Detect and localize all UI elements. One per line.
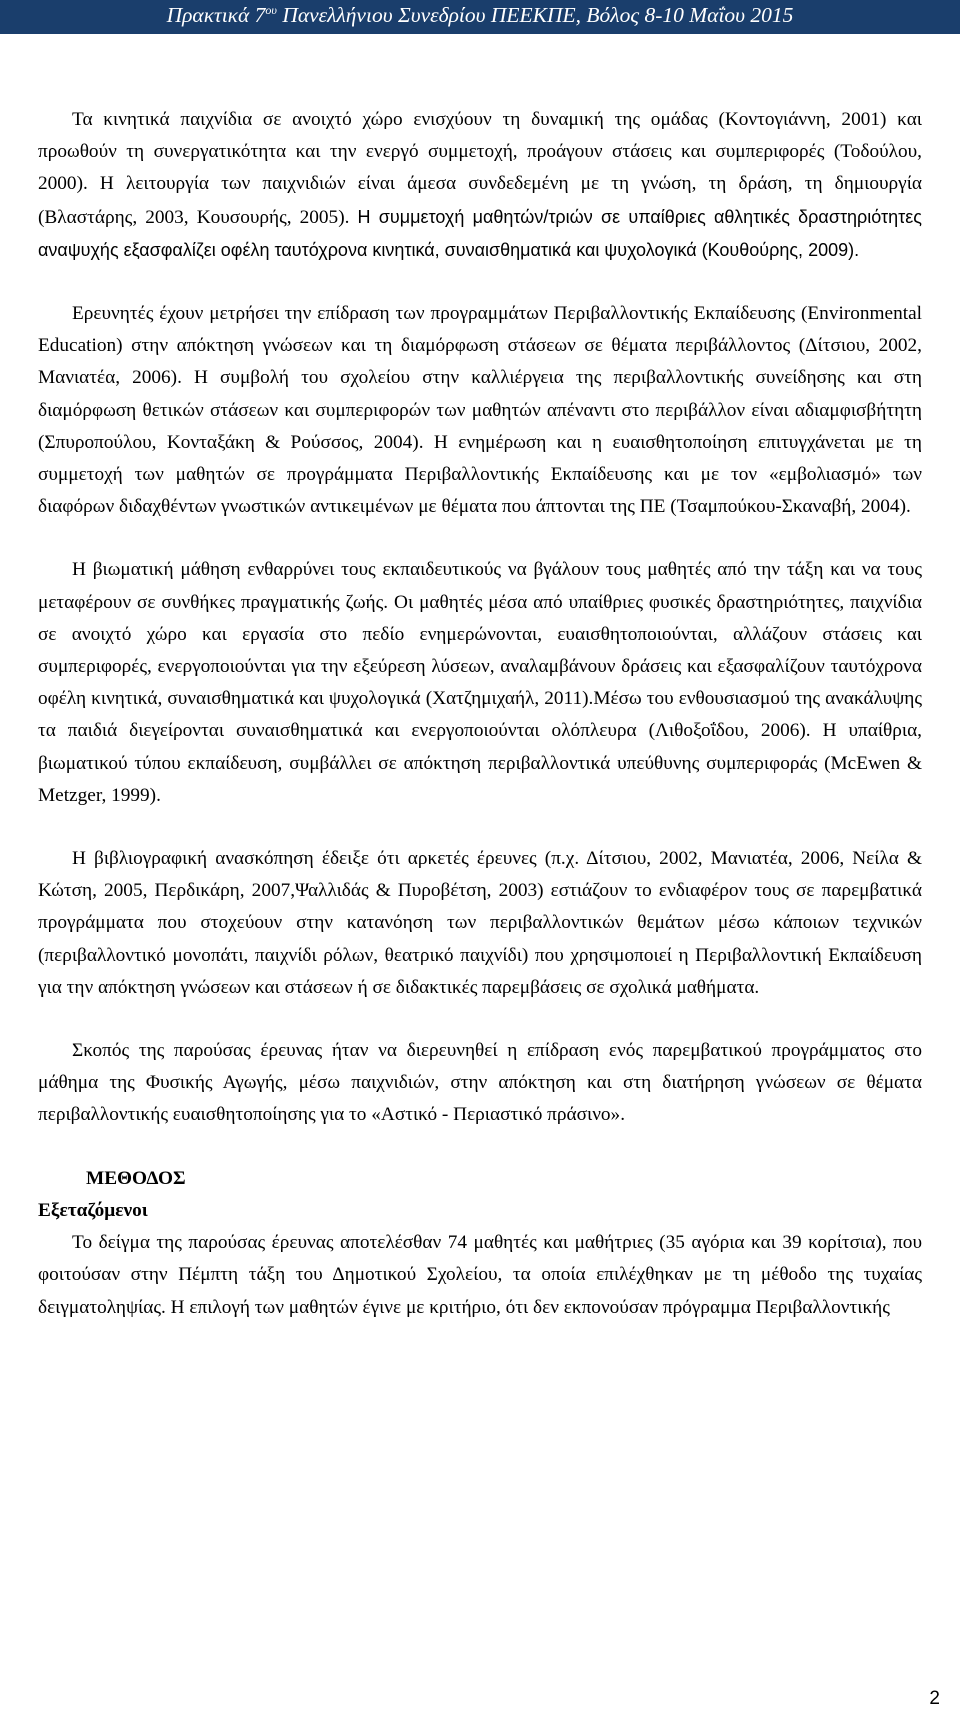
paragraph-4: Η βιβλιογραφική ανασκόπηση έδειξε ότι αρκετές έρευνες (π.χ. Δίτσιου, 2002, Μανιατέα, 2006, Νείλα & Κώτση, 2005, Περδικάρη, 2007,Ψαλλιδάς & Πυροβέτση, 2003) εστιάζουν το ενδιαφέρον τους σε παρεμβατικά προγράμματα που στοχεύουν στην κατανόηση των περιβαλλοντικών θεμάτων μέσω κάποιων τεχνικών (περιβαλλοντικό μονοπάτι, παιχνίδι ρόλων, θεατρικό παιχνίδι) που χρησιμοποιεί η Περιβαλλοντική Εκπαίδευση για την απόκτηση γνώσεων και στάσεων ή σε διδακτικές παρεμβάσεις σε σχολικά μαθήματα. [38,848,922,998]
header-title-suffix: Πανελλήνιου Συνεδρίου ΠΕΕΚΠΕ, Βόλος 8-10 Μαΐου 2015 [276,3,794,27]
running-header [0,0,960,34]
page-body [38,104,922,1324]
subsection-title: Εξεταζόμενοι [38,1199,148,1221]
paragraph-1 [38,104,922,267]
paragraph-1-sans-text: Η συμμετοχή μαθητών/τριών σε υπαίθριες αθλητικές δραστηριότητες αναψυχής εξασφαλίζει οφέλη ταυτόχρονα κινητικά, συναισθηματικά και ψυχολογικά (Κουθούρης, 2009). [38,206,922,260]
paragraph-3: Η βιωματική μάθηση ενθαρρύνει τους εκπαιδευτικούς να βγάλουν τους μαθητές από την τάξη και να τους μεταφέρουν σε συνθήκες πραγματικής ζωής. Οι μαθητές μέσα από υπαίθριες φυσικές δραστηριότητες, παιχνίδια σε ανοιχτό χώρο και εργασία στο πεδίο ενημερώνονται, ευαισθητοποιούνται, αλλάζουν στάσεις και συμπεριφορές, ενεργοποιούνται για την εξεύρεση λύσεων, αναλαμβάνουν δράσεις και εξασφαλίζουν ταυτόχρονα οφέλη κινητικά, συναισθηματικά και ψυχολογικά (Χατζημιχαήλ, 2011).Μέσω του ενθουσιασμού της ανακάλυψης τα παιδιά διεγείρονται συναισθηματικά και ενεργοποιούνται ολόπλευρα (Λιθοξοΐδου, 2006). Η υπαίθρια, βιωματικού τύπου εκπαίδευση, συμβάλλει σε απόκτηση περιβαλλοντικά υπεύθυνης συμπεριφοράς (McEwen & Metzger, 1999). [38,559,922,806]
section-title: ΜΕΘΟΔΟΣ [86,1167,186,1189]
page-number: 2 [929,1688,940,1709]
header-title-prefix: Πρακτικά 7 [166,3,266,27]
header-ordinal-superscript: ου [265,2,277,17]
paragraph-5: Σκοπός της παρούσας έρευνας ήταν να διερευνηθεί η επίδραση ενός παρεμβατικού προγράμματος στο μάθημα της Φυσικής Αγωγής, μέσω παιχνιδιών, στην απόκτηση και στη διατήρηση γνώσεων σε θέματα περιβαλλοντικής ευαισθητοποίησης για το «Αστικό - Περιαστικό πράσινο». [38,1040,922,1126]
paragraph-final: Το δείγμα της παρούσας έρευνας αποτελέσθαν 74 μαθητές και μαθήτριες (35 αγόρια και 39 κορίτσια), που φοιτούσαν στην Πέμπτη τάξη του Δημοτικού Σχολείου, τα οποία επιλέχθηκαν με τη μέθοδο της τυχαίας δειγματοληψίας. Η επιλογή των μαθητών έγινε με κριτήριο, ότι δεν εκπονούσαν πρόγραμμα Περιβαλλοντικής [38,1232,922,1318]
paragraph-1-serif-text: Τα κινητικά παιχνίδια σε ανοιχτό χώρο ενισχύουν τη δυναμική της ομάδας (Κοντογιάννη, 2001) και προωθούν τη συνεργατικότητα και την ενεργό συμμετοχή, προάγουν στάσεις και συμπεριφορές (Τοδούλου, 2000). Η λειτουργία των παιχνιδιών είναι άμεσα συνδεδεμένη με τη γνώση, τη δράση, τη δημιουργία (Βλαστάρης, 2003, Κουσουρής, 2005). [38,109,922,228]
paragraph-2: Ερευνητές έχουν μετρήσει την επίδραση των προγραμμάτων Περιβαλλοντικής Εκπαίδευσης (Environmental Education) στην απόκτηση γνώσεων και τη διαμόρφωση στάσεων σε θέματα περιβάλλοντος (Δίτσιου, 2002, Μανιατέα, 2006). Η συμβολή του σχολείου στην καλλιέργεια της περιβαλλοντικής συνείδησης και στη διαμόρφωση θετικών στάσεων και συμπεριφορών των μαθητών απέναντι στο περιβάλλον είναι αδιαμφισβήτητη (Σπυροπούλου, Κονταξάκη & Ρούσσος, 2004). Η ενημέρωση και η ευαισθητοποίηση επιτυγχάνεται με τη συμμετοχή των μαθητών σε προγράμματα Περιβαλλοντικής Εκπαίδευσης και με τον «εμβολιασμό» των διαφόρων διδαχθέντων γνωστικών αντικειμένων με θέματα που άπτονται της ΠΕ (Τσαμπούκου-Σκαναβή, 2004). [38,303,922,518]
